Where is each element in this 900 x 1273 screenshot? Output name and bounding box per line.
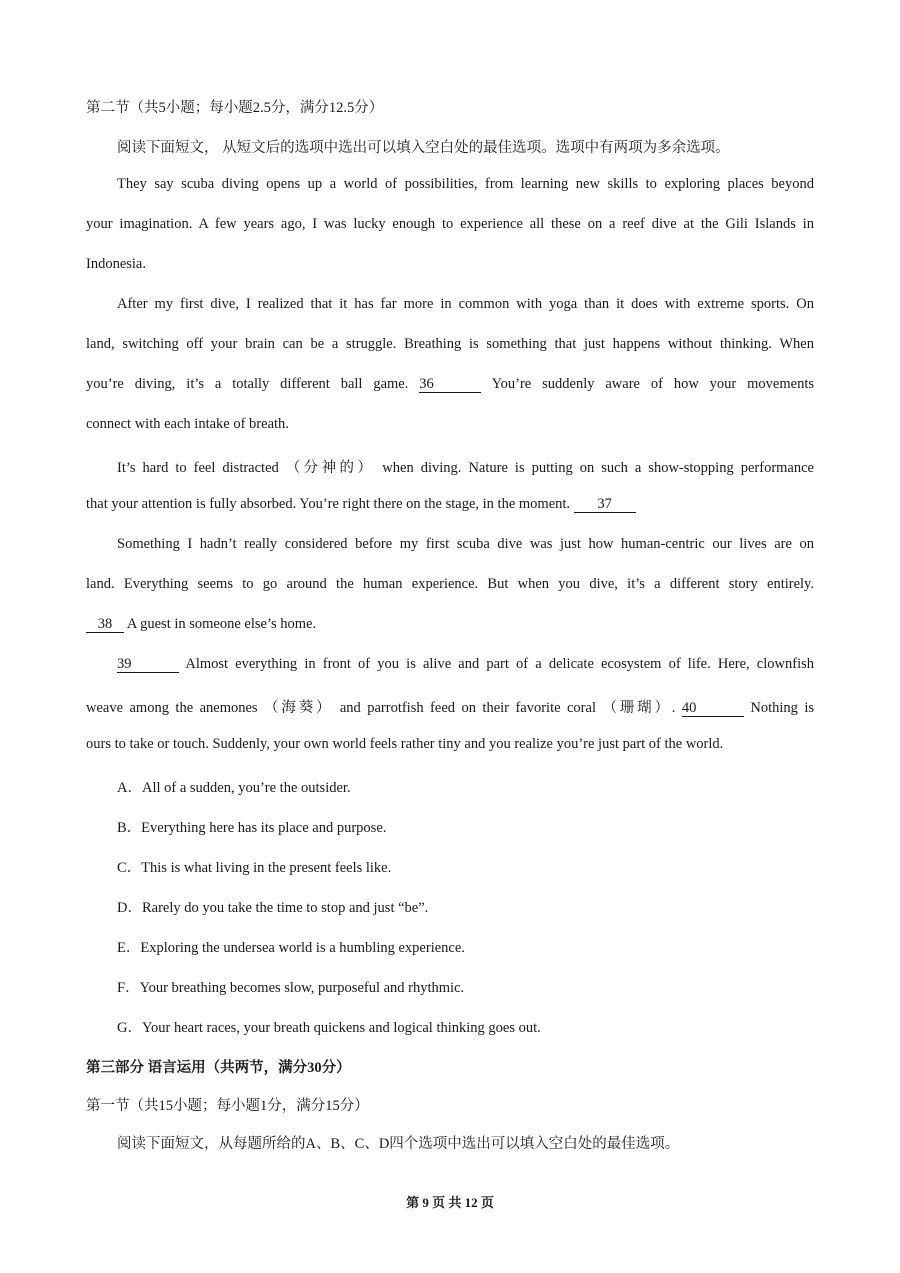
passage-text: A guest in someone else’s home.	[126, 616, 317, 632]
option-e: E．Exploring the undersea world is a humbling experience.	[117, 940, 465, 956]
blank-40[interactable]: 40	[682, 701, 744, 717]
passage-line: Something I hadn’t really considered before my first scuba dive was just how human-centric our lives are on	[117, 536, 814, 552]
blank-39[interactable]: 39	[117, 657, 179, 673]
blank-37[interactable]: 37	[574, 497, 636, 513]
passage-line	[86, 696, 814, 717]
option-b: B．Everything here has its place and purpose.	[117, 820, 387, 836]
passage-text: You’re suddenly aware of how your movements	[491, 376, 815, 392]
passage-line	[86, 616, 316, 633]
passage-line: They say scuba diving opens up a world of possibilities, from learning new skills to exploring places beyond	[117, 176, 814, 192]
passage-line: your imagination. A few years ago, I was lucky enough to experience all these on a reef dive at the Gili Islands in	[86, 216, 814, 232]
passage-text: Nothing is	[750, 700, 815, 716]
option-g: G．Your heart races, your breath quickens and logical thinking goes out.	[117, 1020, 541, 1036]
blank-36[interactable]: 36	[419, 377, 481, 393]
option-a: A．All of a sudden, you’re the outsider.	[117, 780, 351, 796]
part-heading: 第三部分 语言运用（共两节，满分30分）	[86, 1060, 351, 1076]
passage-line: Indonesia.	[86, 256, 146, 272]
passage-line	[117, 656, 814, 673]
section-heading: 第一节（共15小题；每小题1分，满分15分）	[86, 1098, 369, 1114]
passage-line: After my first dive, I realized that it has far more in common with yoga than it does with extreme sports. On	[117, 296, 814, 312]
passage-text: you’re diving, it’s a totally different ball game.	[86, 376, 409, 392]
passage-text: that your attention is fully absorbed. You’re right there on the stage, in the moment.	[86, 496, 571, 512]
passage-line: connect with each intake of breath.	[86, 416, 289, 432]
option-c: C．This is what living in the present feels like.	[117, 860, 392, 876]
section-heading: 第二节（共5小题；每小题2.5分，满分12.5分）	[86, 100, 384, 116]
passage-line	[86, 376, 814, 393]
page-number: 第 9 页 共 12 页	[406, 1195, 494, 1210]
section-instruction: 阅读下面短文，从每题所给的A、B、C、D四个选项中选出可以填入空白处的最佳选项。	[117, 1136, 680, 1152]
passage-line: land. Everything seems to go around the human experience. But when you dive, it’s a different story entirely.	[86, 576, 814, 592]
passage-text: Almost everything in front of you is alive and part of a delicate ecosystem of life. Here, clownfish	[185, 656, 814, 672]
section-instruction: 阅读下面短文， 从短文后的选项中选出可以填入空白处的最佳选项。选项中有两项为多余选项。	[117, 140, 730, 156]
blank-38[interactable]: 38	[86, 617, 124, 633]
passage-line	[86, 496, 636, 513]
passage-line: It’s hard to feel distracted （分神的） when diving. Nature is putting on such a show-stopping performance	[117, 460, 814, 476]
passage-line: land, switching off your brain can be a struggle. Breathing is something that just happens without thinking. When	[86, 336, 814, 352]
passage-text: weave among the anemones （海葵） and parrotfish feed on their favorite coral （珊瑚）.	[86, 700, 676, 716]
option-d: D．Rarely do you take the time to stop and just “be”.	[117, 900, 429, 916]
option-f: F．Your breathing becomes slow, purposeful and rhythmic.	[117, 980, 465, 996]
passage-line: ours to take or touch. Suddenly, your own world feels rather tiny and you realize you’re just part of the world.	[86, 736, 724, 752]
